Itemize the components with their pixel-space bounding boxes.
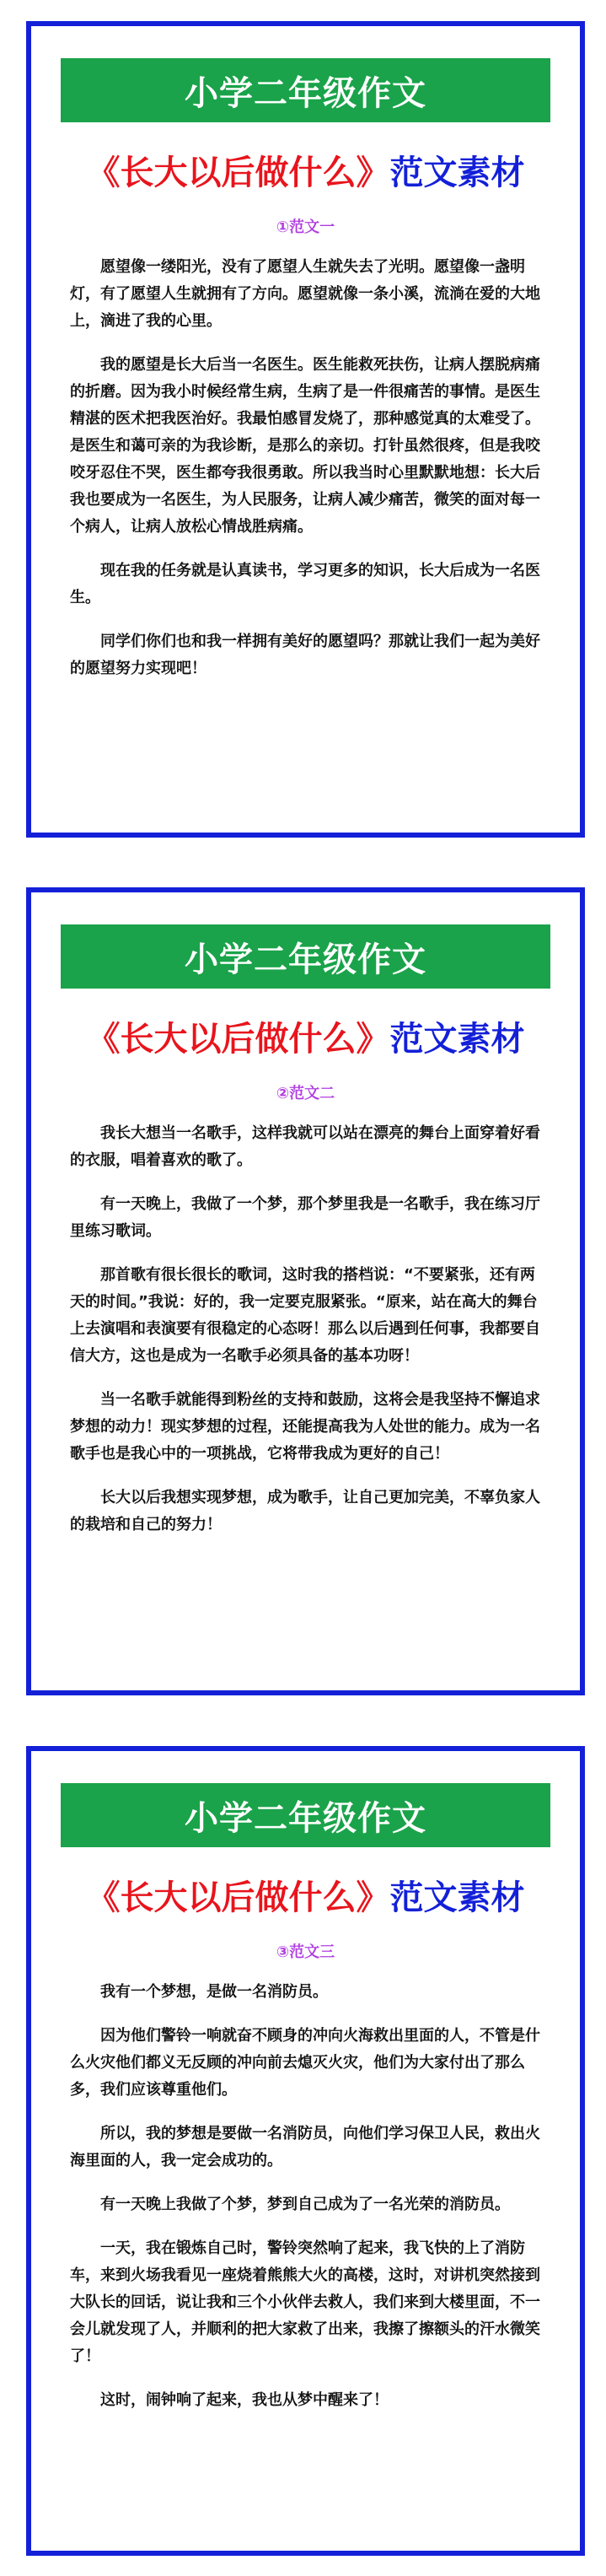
essay-body	[70, 254, 541, 699]
essay-card-2	[26, 887, 585, 1695]
essay-paragraph: 我长大想当一名歌手，这样我就可以站在漂亮的舞台上面穿着好看的衣服，唱着喜欢的歌了。	[70, 1124, 540, 1169]
essay-paragraph: 因为他们警铃一响就奋不顾身的冲向火海救出里面的人，不管是什么火灾他们都义无反顾的冲向前去熄灭火灾，他们为大家付出了那么多，我们应该尊重他们。	[70, 2027, 540, 2099]
essay-title	[31, 143, 580, 197]
essay-paragraph: 同学们你们也和我一样拥有美好的愿望吗？那就让我们一起为美好的愿望努力实现吧！	[70, 633, 540, 677]
essay-label: ①范文一	[276, 218, 335, 236]
essay-title-topic: 《长大以后做什么》	[86, 153, 390, 192]
essay-paragraph: 所以，我的梦想是要做一名消防员，向他们学习保卫人民，救出火海里面的人，我一定会成功的。	[70, 2125, 540, 2169]
essay-card-1	[26, 21, 585, 838]
essay-title-topic: 《长大以后做什么》	[86, 1878, 390, 1917]
essay-title-suffix: 范文素材	[389, 153, 525, 192]
essay-body	[70, 1979, 541, 2431]
essay-paragraph: 长大以后我想实现梦想，成为歌手，让自己更加完美，不辜负家人的栽培和自己的努力！	[70, 1489, 540, 1533]
essay-title	[31, 1867, 580, 1921]
essay-title	[31, 1009, 580, 1063]
essay-paragraph: 有一天晚上，我做了一个梦，那个梦里我是一名歌手，我在练习厅里练习歌词。	[70, 1195, 540, 1240]
essay-paragraph: 我有一个梦想，是做一名消防员。	[100, 1983, 328, 2001]
essay-paragraph: 愿望像一缕阳光，没有了愿望人生就失去了光明。愿望像一盏明灯，有了愿望人生就拥有了方向。愿望就像一条小溪，流淌在爱的大地上，滴进了我的心里。	[70, 258, 540, 330]
essay-paragraph: 当一名歌手就能得到粉丝的支持和鼓励，这将会是我坚持不懈追求梦想的动力！现实梦想的过程，还能提高我为人处世的能力。成为一名歌手也是我心中的一项挑战，它将带我成为更好的自己！	[70, 1391, 540, 1463]
essay-label: ③范文三	[276, 1943, 335, 1961]
grade-banner: 小学二年级作文	[61, 58, 550, 122]
essay-title-suffix: 范文素材	[389, 1019, 525, 1059]
essay-paragraph: 这时，闹钟响了起来，我也从梦中醒来了！	[100, 2391, 389, 2409]
essay-label: ②范文二	[276, 1085, 335, 1102]
grade-banner: 小学二年级作文	[61, 924, 550, 989]
essay-title-suffix: 范文素材	[389, 1878, 525, 1917]
essay-paragraph: 现在我的任务就是认真读书，学习更多的知识，长大后成为一名医生。	[70, 562, 540, 606]
essay-card-3	[26, 1746, 585, 2556]
essay-title-topic: 《长大以后做什么》	[86, 1019, 390, 1059]
grade-banner: 小学二年级作文	[61, 1783, 550, 1847]
essay-paragraph: 有一天晚上我做了个梦，梦到自己成为了一名光荣的消防员。	[100, 2196, 510, 2213]
essay-body	[70, 1120, 541, 1555]
essay-paragraph: 那首歌有很长很长的歌词，这时我的搭档说：“不要紧张，还有两天的时间。”我说：好的，我一定要克服紧张。“原来，站在高大的舞台上去演唱和表演要有很稳定的心态呀！那么以后遇到任何事，我都要自信大方，这也是成为一名歌手必须具备的基本功呀！	[70, 1266, 540, 1365]
essay-paragraph: 一天，我在锻炼自己时，警铃突然响了起来，我飞快的上了消防车，来到火场我看见一座烧着熊熊大火的高楼，这时，对讲机突然接到大队长的回话，说让我和三个小伙伴去救人，我们来到大楼里面，不一会儿就发现了人，并顺利的把大家救了出来，我擦了擦额头的汗水微笑了！	[70, 2239, 540, 2365]
essay-paragraph: 我的愿望是长大后当一名医生。医生能救死扶伤，让病人摆脱病痛的折磨。因为我小时候经常生病，生病了是一件很痛苦的事情。是医生精湛的医术把我医治好。我最怕感冒发烧了，那种感觉真的太难受了。是医生和蔼可亲的为我诊断，是那么的亲切。打针虽然很疼，但是我咬咬牙忍住不哭，医生都夸我很勇敢。所以我当时心里默默地想：长大后我也要成为一名医生，为人民服务，让病人减少痛苦，微笑的面对每一个病人，让病人放松心情战胜病痛。	[70, 356, 540, 536]
